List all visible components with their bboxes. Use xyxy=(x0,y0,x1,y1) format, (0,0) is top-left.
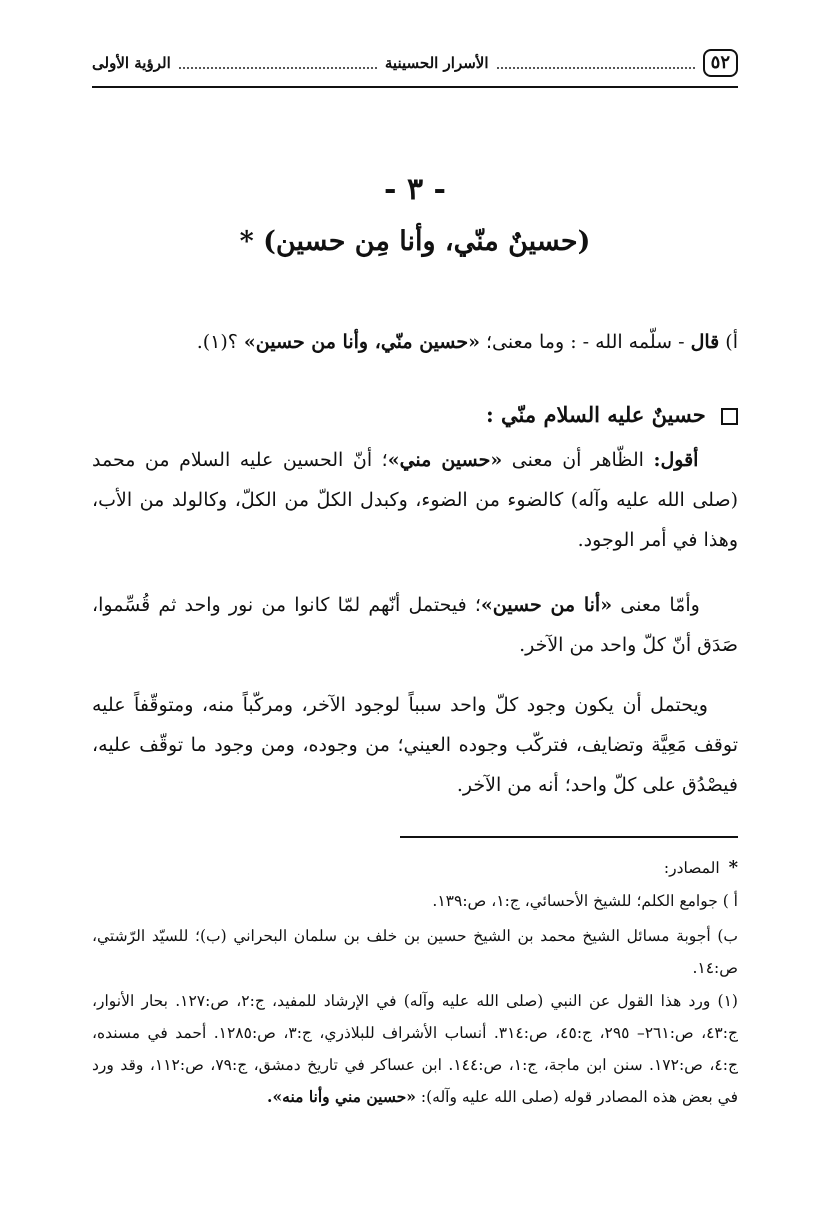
subheading-text: حسينٌ عليه السلام منّي : xyxy=(485,402,706,427)
subheading xyxy=(92,395,738,435)
header-rule xyxy=(92,86,738,88)
running-header xyxy=(92,46,738,80)
paragraph-quote: «حسين مني» xyxy=(387,449,503,471)
book-title: الأسرار الحسينية xyxy=(384,54,489,72)
paragraph-text: ؛ فيحتمل أنّهم لمّا كانوا من نور واحد ثم قُسِّموا، صَدَق أنّ كلّ واحد من الآخر. xyxy=(92,594,738,656)
section-number: - ٣ - xyxy=(384,172,446,207)
question-said: قال xyxy=(690,331,720,353)
paragraph-1 xyxy=(92,440,738,560)
footnote-a: أ ) جوامع الكلم؛ للشيخ الأحسائي، ج:١، ص:١٣٩. xyxy=(432,892,738,910)
question-text-a: - سلّمه الله - : وما معنى؛ xyxy=(486,331,685,353)
section-title: (حسينٌ منّي، وأنا مِن حسين) * xyxy=(239,226,591,257)
footnote-quote: «حسين مني وأنا منه». xyxy=(267,1087,416,1106)
footnote-rule xyxy=(400,836,738,838)
footnote-1 xyxy=(92,985,738,1113)
paragraph-3 xyxy=(92,685,738,805)
question-paragraph xyxy=(92,322,738,362)
page-number: ٥٢ xyxy=(703,49,738,77)
square-bullet-icon xyxy=(721,408,738,425)
asterisk-icon: * xyxy=(728,857,738,878)
question-quote: «حسين منّي، وأنا من حسين» xyxy=(243,331,480,353)
sources-label: المصادر: xyxy=(663,859,720,877)
leader-dots xyxy=(179,66,377,69)
chapter-title: الرؤية الأولى xyxy=(92,54,171,72)
paragraph-text: الظّاهر أن معنى xyxy=(511,449,644,471)
question-prefix: أ) xyxy=(725,331,738,353)
question-text-b: ؟(١). xyxy=(196,331,238,353)
footnote-text: (١) ورد هذا القول عن النبي (صلى الله عليه وآله) في الإرشاد للمفيد، ج:٢، ص:١٢٧. بحار الأنوار، ج:٤٣، ص:٢٦١– ٢٩٥، ج:٤٥، ص:٣١٤. أنساب الأشراف للبلاذري، ج:٣، ص:١٢٨٥. أحمد في مسنده، ج:٤، ص:١٧٢. سنن ابن ماجة، ج:١، ص:١٤٤. ابن عساكر في تاريخ دمشق، ج:٧٩، ص:١١٢، وقد ورد في بعض هذه المصادر قوله (صلى الله عليه وآله): xyxy=(92,992,738,1106)
leader-dots xyxy=(497,66,695,69)
footnote-sources xyxy=(92,852,738,884)
paragraph-2 xyxy=(92,585,738,665)
paragraph-text: ؛ أنّ الحسين عليه السلام من محمد (صلى الله عليه وآله) كالضوء من الضوء، وكبدل الكلّ من الكلّ، وكالولد من الأب، وهذا في أمر الوجود. xyxy=(92,449,738,551)
paragraph-text: ويحتمل أن يكون وجود كلّ واحد سبباً لوجود الآخر، ومركّباً منه، ومتوقّفاً عليه توقف مَعِيَّة وتضايف، فتركّب وجوده العيني؛ من وجوده، ومن وجود ما توقّف عليه، فيصْدُق على كلّ واحد؛ أنه من الآخر. xyxy=(92,694,738,796)
paragraph-quote: «أنا من حسين» xyxy=(480,594,613,616)
footnote-b: ب) أجوبة مسائل الشيخ محمد بن الشيخ حسين بن خلف بن سلمان البحراني (ب)؛ للسيّد الرّشتي، ص:١٤. xyxy=(92,927,738,977)
paragraph-lead: أقول: xyxy=(653,449,699,471)
paragraph-text: وأمّا معنى xyxy=(620,594,700,616)
